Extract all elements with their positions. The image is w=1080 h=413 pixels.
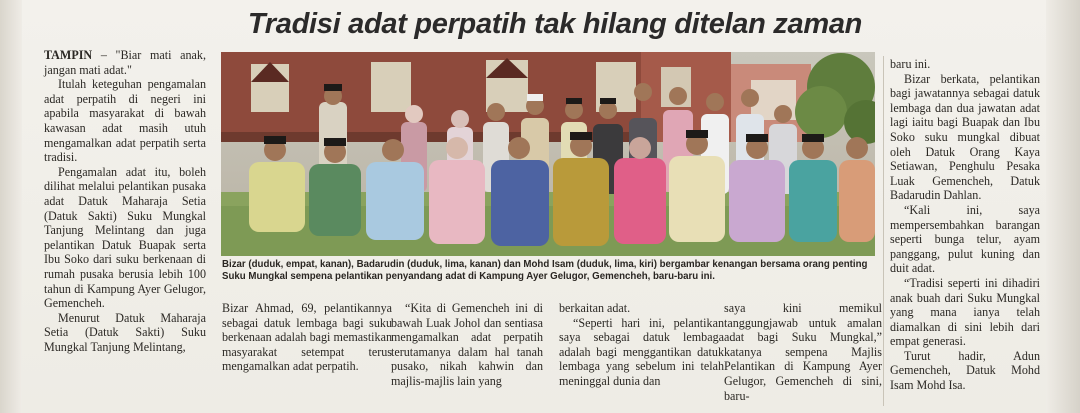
paragraph: “Kali ini, saya mempersembahkan barangan seperti bunga telur, ayam panggang, pulut kuning dan duit adat.	[890, 202, 1040, 276]
column-rule	[883, 56, 884, 406]
photo-caption: Bizar (duduk, empat, kanan), Badarudin (duduk, lima, kanan) dan Mohd Isam (duduk, lima, kiri) bergambar kenangan bersama orang penting Suku Mungkal sempena pelantikan penyandang adat di Kampung Ayer Gelugor, Gemencheh, baru-baru ini.	[222, 259, 868, 282]
column-bottom-2	[391, 301, 543, 389]
dateline: TAMPIN	[44, 48, 93, 62]
paragraph: Turut hadir, Adun Gemencheh, Datuk Mohd Isam Mohd Isa.	[890, 348, 1040, 393]
column-bottom-3	[559, 301, 724, 389]
paragraph: saya kini memikul tanggungjawab untuk amalan adat bagi Suku Mungkal,” katanya sempena Majlis Pelantikan di Kampung Ayer Gelugor, Gemencheh di sini, baru-	[724, 301, 882, 403]
paragraph: Itulah keteguhan pengamalan adat perpatih di negeri ini apabila masyarakat di bawah kawasan adat masih utuh mengamalkan adat perpatih serta tradisi.	[44, 77, 206, 165]
page-edge-left	[0, 0, 22, 413]
paragraph: baru ini.	[890, 57, 931, 71]
group-photo-illustration	[221, 52, 875, 256]
news-photo	[221, 52, 875, 256]
lead-paragraph	[44, 48, 206, 77]
column-right	[890, 57, 1040, 393]
paragraph: “Tradisi seperti ini dihadiri anak buah dari Suku Mungkal yang mana ianya telah diamalkan di sini lebih dari empat generasi.	[890, 275, 1040, 349]
paragraph: berkaitan adat.	[559, 301, 631, 315]
article-headline: Tradisi adat perpatih tak hilang ditelan zaman	[247, 8, 863, 40]
lead-quote: – "Biar mati anak, jangan mati adat."	[44, 48, 206, 77]
page-edge-right	[1046, 0, 1080, 413]
paragraph: Bizar berkata, pelantikan bagi jawatannya sebagai datuk lembaga dan dua jawatan adat lagi iaitu bagi Buapak dan Ibu Soko suku mungkal dibuat oleh Datuk Orang Kaya Setiawan, Penghulu Pesaka Luak Gemencheh, Datuk Badarudin Dahlan.	[890, 71, 1040, 203]
column-bottom-4	[724, 301, 882, 403]
column-left	[44, 48, 206, 354]
paragraph: “Seperti hari ini, pelantikan saya sebagai datuk lembaga adalah bagi menggantikan datuk lembaga yang sebelum ini telah meninggal dunia dan	[559, 315, 724, 388]
paragraph: Pengamalan adat itu, boleh dilihat melalui pelantikan pusaka adat Datuk Maharaja Setia (Datuk Sakti) Suku Mungkal Tanjung Melintang dan juga pelantikan Datuk Buapak serta Ibu Soko dari suku berkenaan di rumah pusaka berusia lebih 100 tahun di Kampung Ayer Gelugor, Gemencheh.	[44, 164, 206, 311]
paragraph: “Kita di Gemencheh ini di bawah Luak Johol dan sentiasa mengamalkan adat perpatih terutamanya dalam hal tanah pusako, nikah kahwin dan majlis-majlis lain yang	[391, 301, 543, 388]
paragraph: Bizar Ahmad, 69, pelantikannya sebagai datuk lembaga bagi suku berkenaan adalah bagi memastikan masyarakat setempat terus mengamalkan adat perpatih.	[222, 301, 392, 374]
column-bottom-1	[222, 301, 392, 374]
paragraph: Menurut Datuk Maharaja Setia (Datuk Sakti) Suku Mungkal Tanjung Melintang,	[44, 310, 206, 354]
